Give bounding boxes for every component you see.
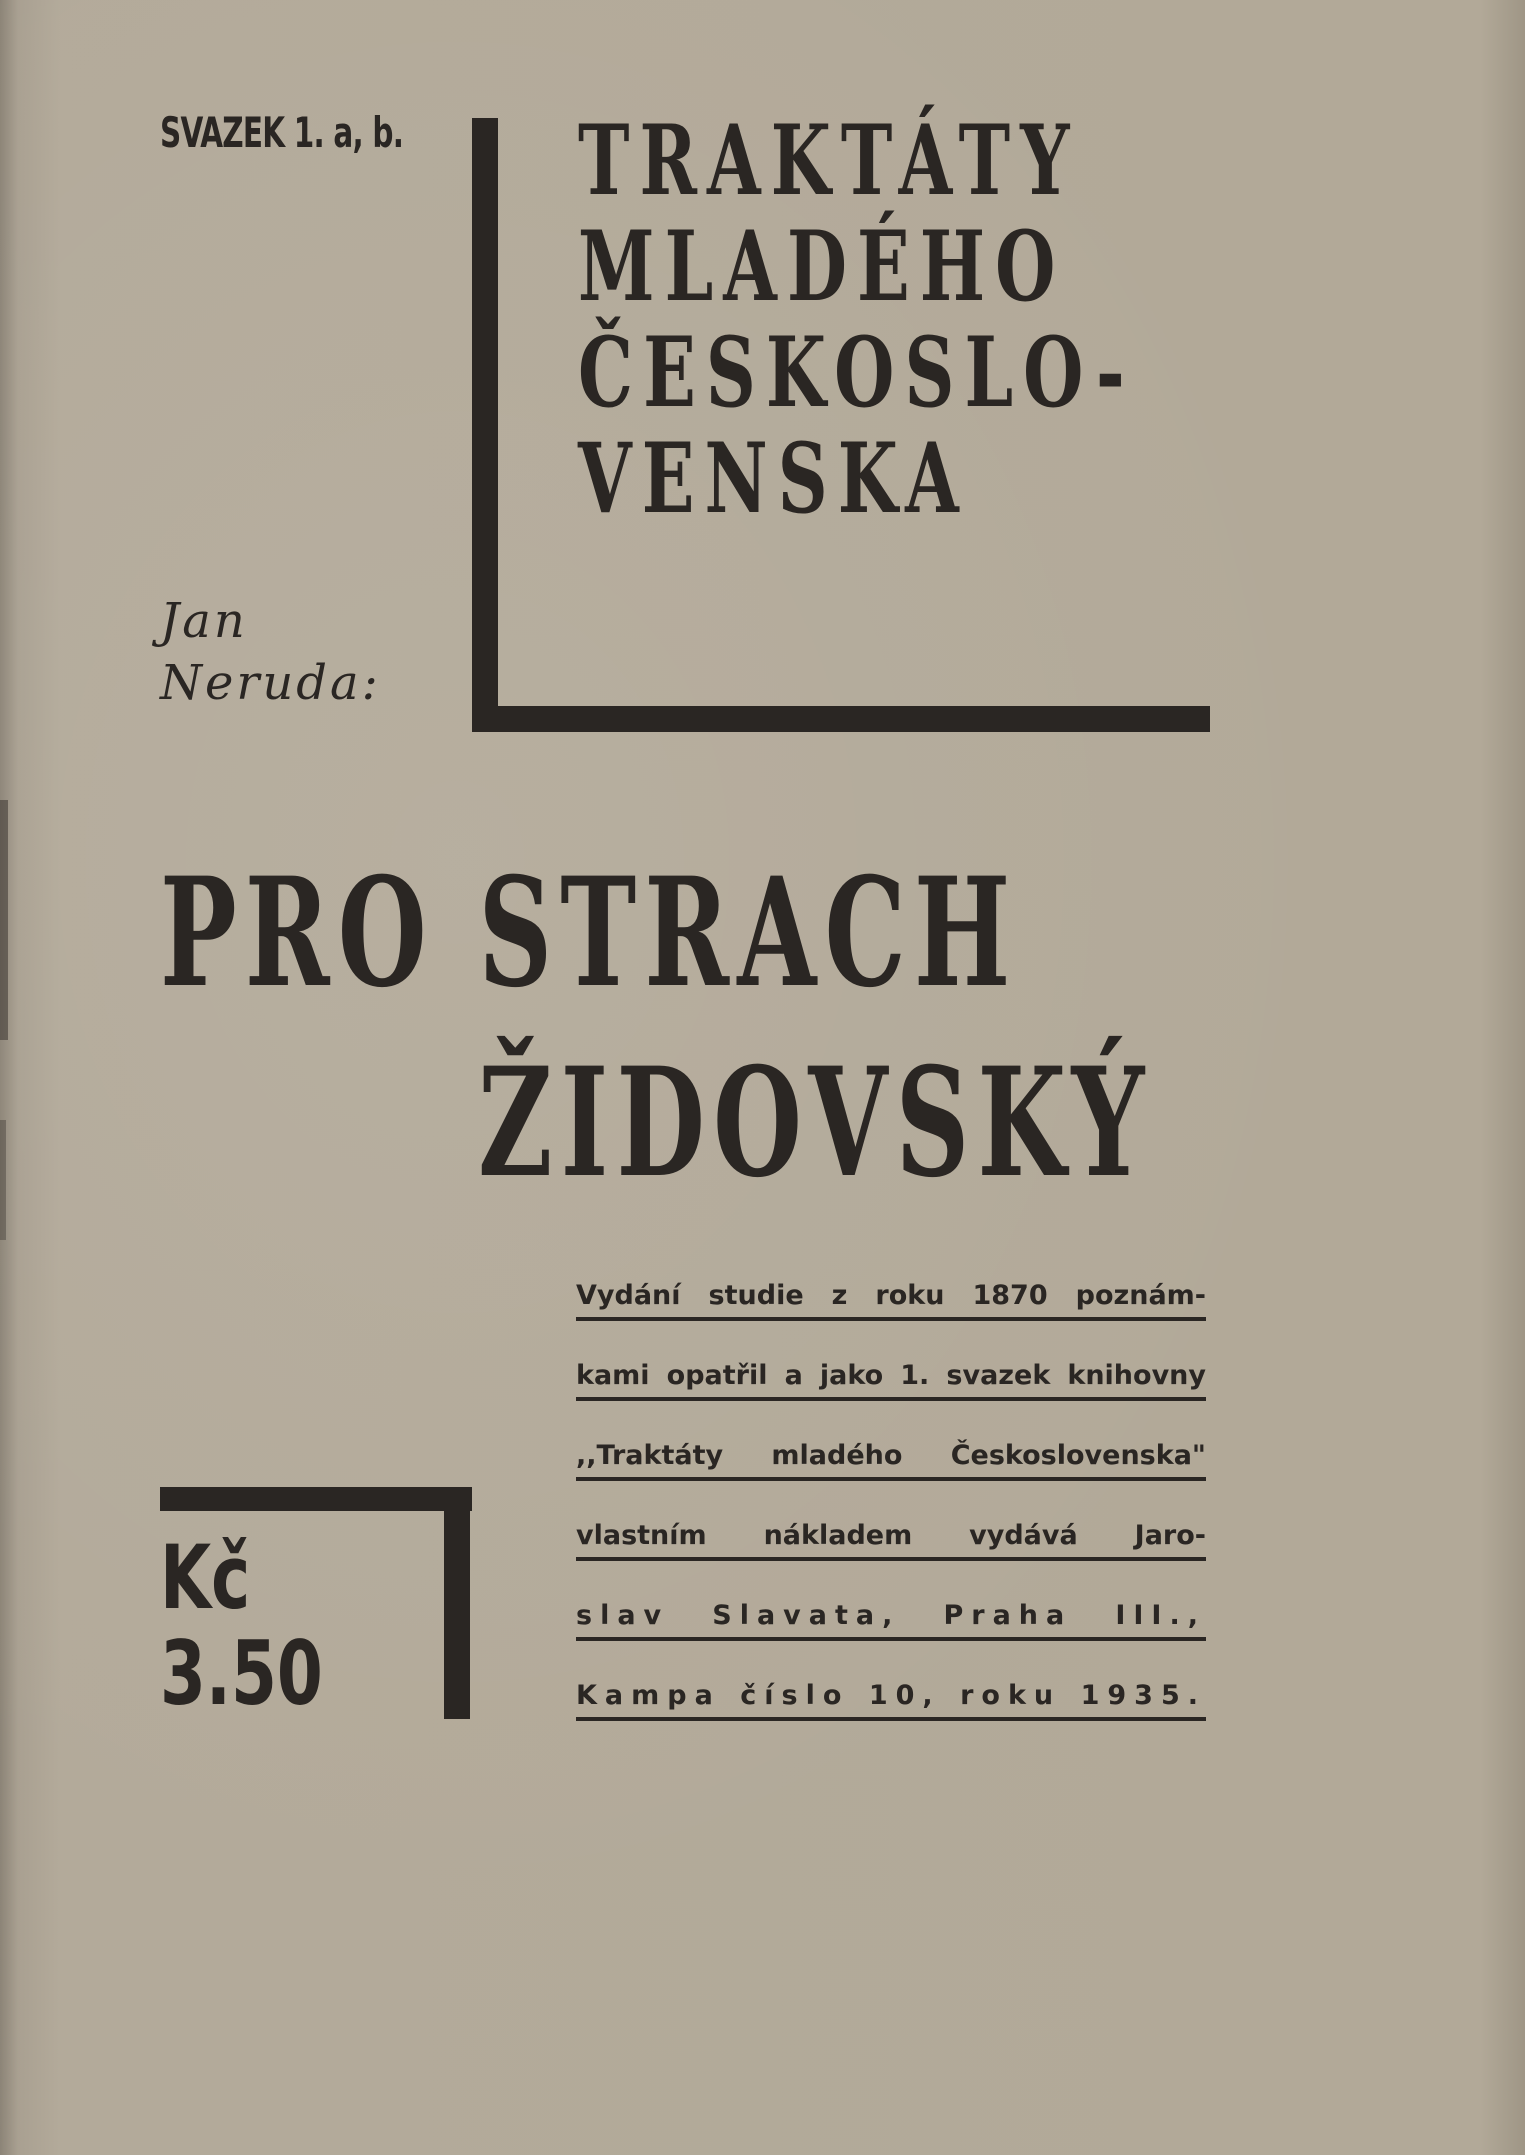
price-frame-vertical-rule: [444, 1487, 470, 1719]
book-title: [160, 838, 1422, 1211]
publication-note-line: ,,Traktáty mladého Československa": [576, 1440, 1206, 1520]
volume-number: SVAZEK 1. a, b.: [160, 108, 404, 157]
series-title: [578, 104, 1218, 535]
publication-note-line: Kampa číslo 10, roku 1935.: [576, 1680, 1206, 1760]
price: [160, 1526, 377, 1725]
author-first-name: Jan: [160, 593, 248, 649]
author-name: [160, 590, 381, 714]
series-title-line: TRAKTÁTY: [578, 104, 1080, 217]
series-title-line: ČESKOSLO-: [578, 316, 1135, 429]
series-frame-horizontal-rule: [472, 706, 1210, 732]
spine-wear-mark: [0, 1120, 6, 1240]
publication-note-line: slav Slavata, Praha III.,: [576, 1600, 1206, 1680]
publication-note-line: vlastním nákladem vydává Jaro-: [576, 1520, 1206, 1600]
price-frame-horizontal-rule: [160, 1487, 472, 1511]
author-last-name: Neruda:: [160, 655, 381, 711]
spine-wear-mark: [0, 800, 8, 1040]
series-title-line: MLADÉHO: [578, 210, 1066, 323]
publication-note-line: Vydání studie z roku 1870 poznám-: [576, 1280, 1206, 1360]
series-title-line: VENSKA: [578, 422, 969, 535]
price-amount: 3.50: [160, 1622, 323, 1725]
publication-note: [576, 1280, 1206, 1760]
book-title-line-1: PRO STRACH: [160, 845, 1019, 1021]
book-title-line-2: ŽIDOVSKÝ: [478, 1035, 1153, 1211]
series-frame-vertical-rule: [472, 118, 498, 730]
price-currency: Kč: [160, 1526, 251, 1629]
publication-note-line: kami opatřil a jako 1. svazek knihovny: [576, 1360, 1206, 1440]
